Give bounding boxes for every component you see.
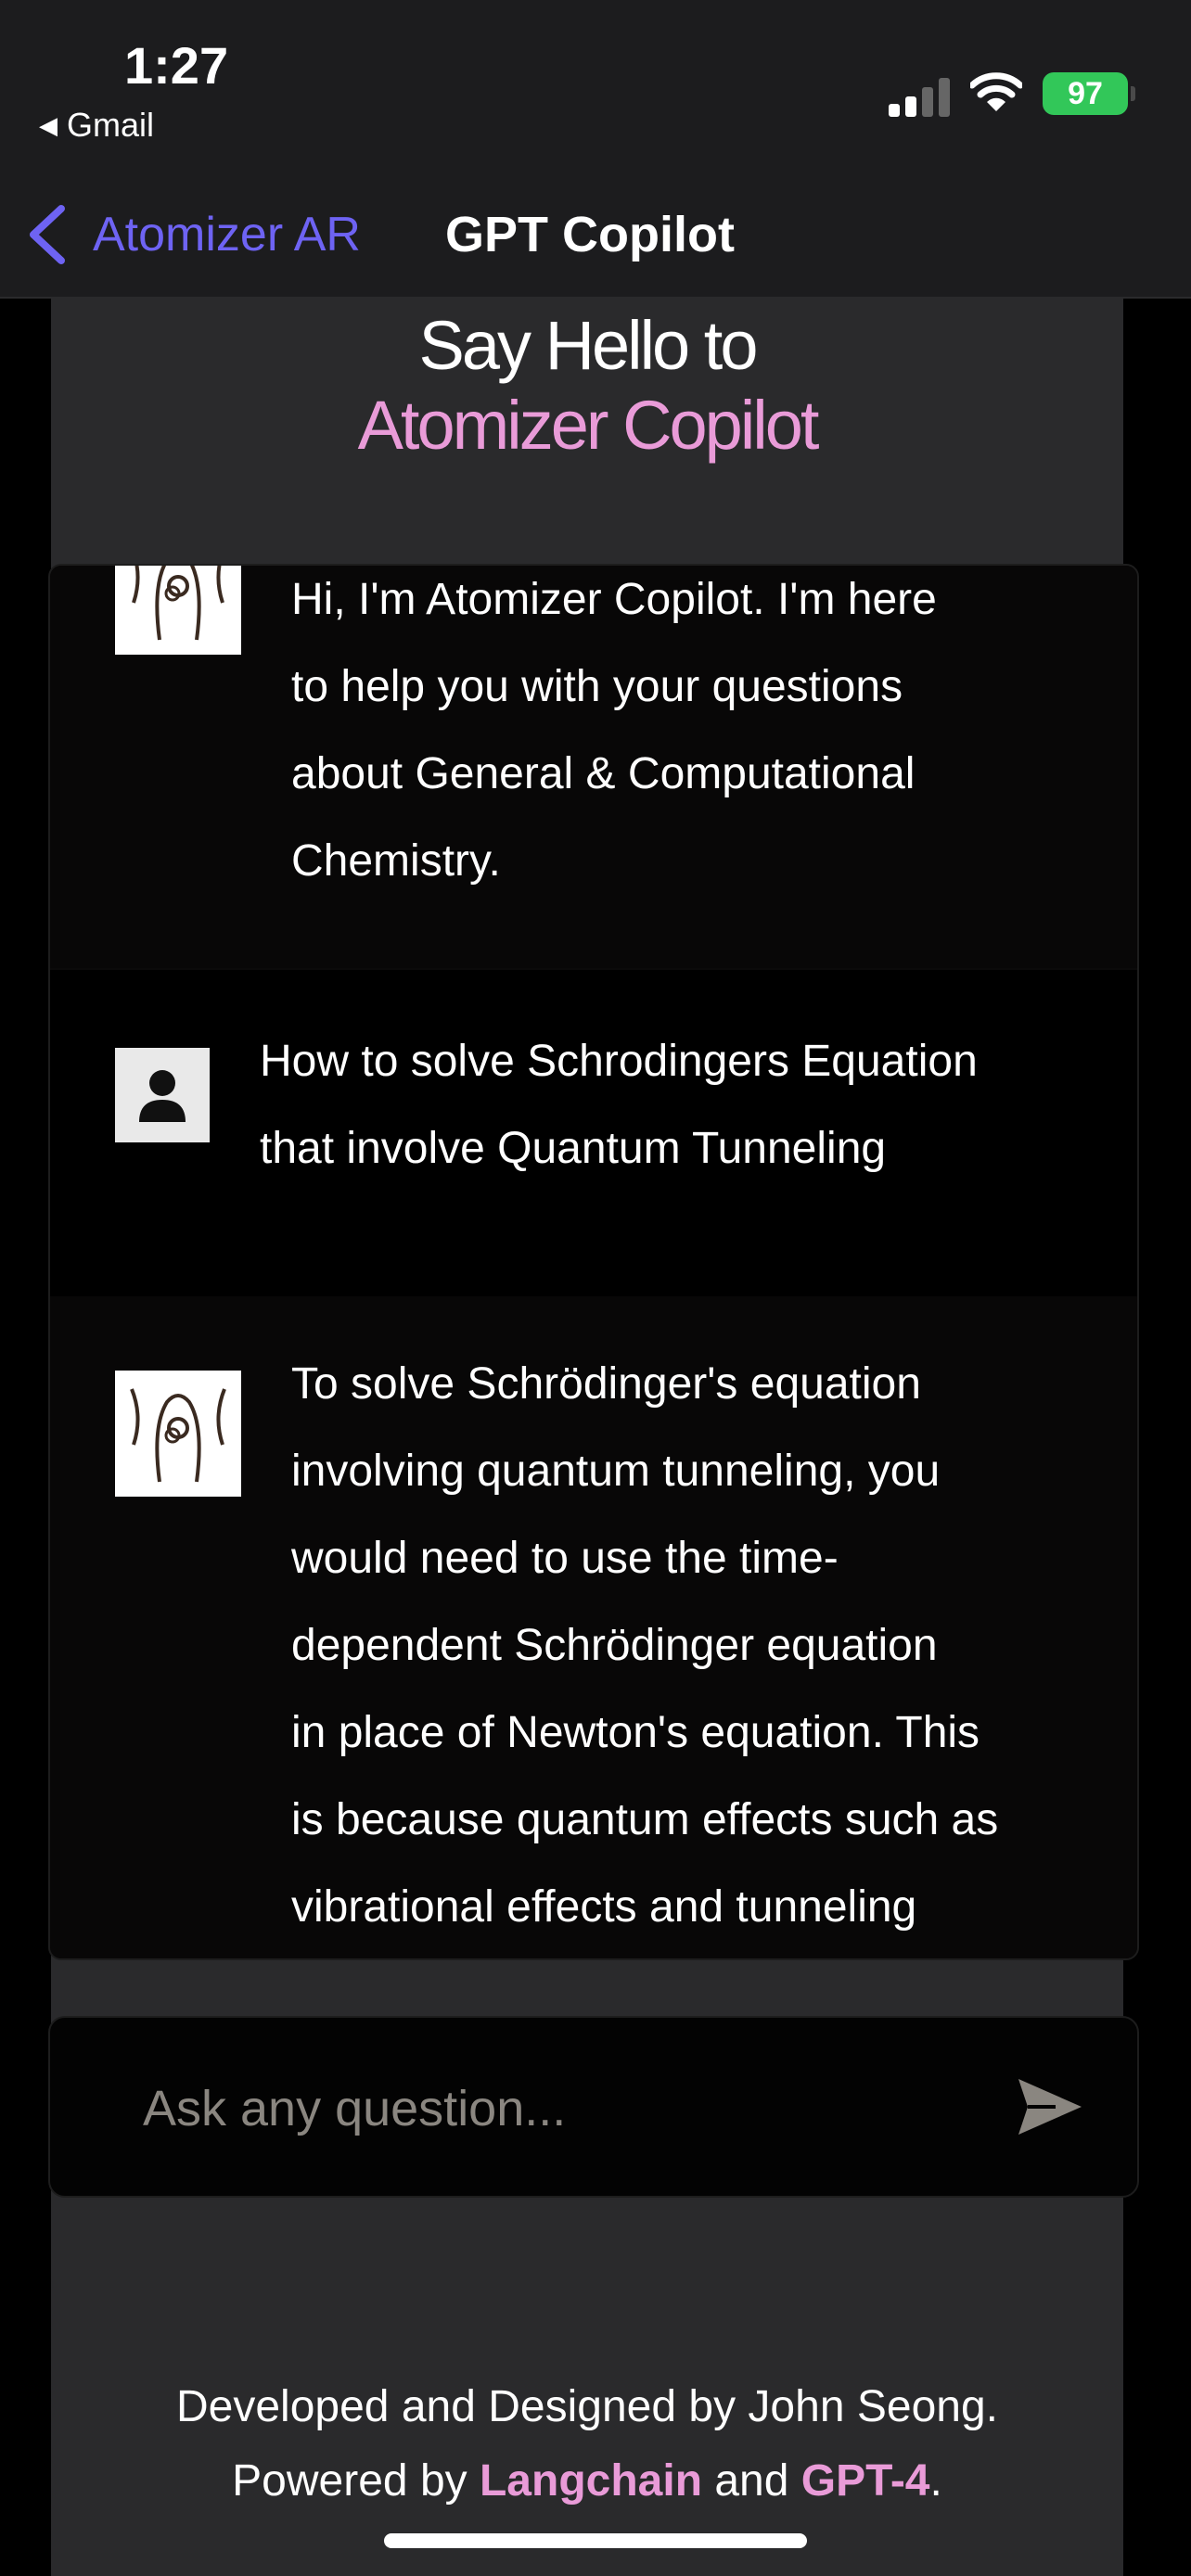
gpt4-link[interactable]: GPT-4 (800, 2456, 930, 2506)
wifi-icon (970, 70, 1022, 113)
bot-message (50, 564, 1139, 968)
battery-level: 97 (1068, 76, 1103, 111)
cellular-signal-icon (889, 78, 950, 117)
message-line: involving quantum tunneling, you (291, 1447, 941, 1496)
atom-logo-icon (115, 1371, 241, 1497)
message-line: about General & Computational (291, 749, 916, 798)
hero-greeting: Say Hello to (418, 307, 756, 384)
message-line: dependent Schrödinger equation (291, 1621, 938, 1670)
home-indicator[interactable] (384, 2533, 807, 2548)
footer-developer: Developed and Designed by John Seong. (176, 2382, 998, 2431)
back-triangle-icon: ◀ (39, 111, 58, 139)
message-line: that involve Quantum Tunneling (260, 1124, 887, 1173)
message-line: To solve Schrödinger's equation (291, 1359, 921, 1409)
atom-logo-icon (115, 564, 241, 655)
message-line: would need to use the time- (291, 1534, 839, 1583)
footer-period: . (929, 2456, 942, 2506)
send-button[interactable] (1015, 2075, 1085, 2138)
chevron-left-icon (26, 205, 67, 264)
message-line: Chemistry. (291, 836, 501, 886)
status-bar (0, 0, 1191, 167)
message-line: vibrational effects and tunneling (291, 1882, 917, 1932)
person-icon (115, 1048, 210, 1142)
footer-credits (51, 2370, 1123, 2519)
bot-message (50, 1296, 1139, 1960)
message-line: in place of Newton's equation. This (291, 1708, 980, 1757)
powered-prefix: Powered by (232, 2456, 467, 2506)
hero-brand-name: Atomizer Copilot (357, 387, 817, 464)
back-app-label: Gmail (67, 106, 155, 144)
nav-back-label: Atomizer AR (93, 208, 361, 261)
message-line: to help you with your questions (291, 662, 903, 711)
page-title: GPT Copilot (445, 207, 735, 262)
navigation-bar (0, 167, 1191, 299)
powered-and: and (714, 2456, 789, 2506)
bot-avatar (115, 1371, 241, 1497)
status-time: 1:27 (124, 36, 229, 95)
battery-indicator (1043, 72, 1128, 115)
footer-powered-by (51, 2444, 1123, 2519)
send-icon (1015, 2075, 1085, 2138)
message-line: is because quantum effects such as (291, 1795, 999, 1844)
message-line: Hi, I'm Atomizer Copilot. I'm here (291, 575, 937, 624)
chat-window[interactable] (48, 564, 1139, 1960)
back-to-app-link[interactable] (39, 106, 154, 145)
question-input[interactable] (143, 2062, 978, 2155)
bot-avatar (115, 564, 241, 655)
langchain-link[interactable]: Langchain (479, 2456, 703, 2506)
user-avatar (115, 1048, 210, 1142)
message-line: How to solve Schrodingers Equation (260, 1037, 978, 1086)
nav-back-button[interactable] (26, 193, 361, 276)
question-input-bar (48, 2016, 1139, 2198)
user-message (50, 970, 1139, 1296)
